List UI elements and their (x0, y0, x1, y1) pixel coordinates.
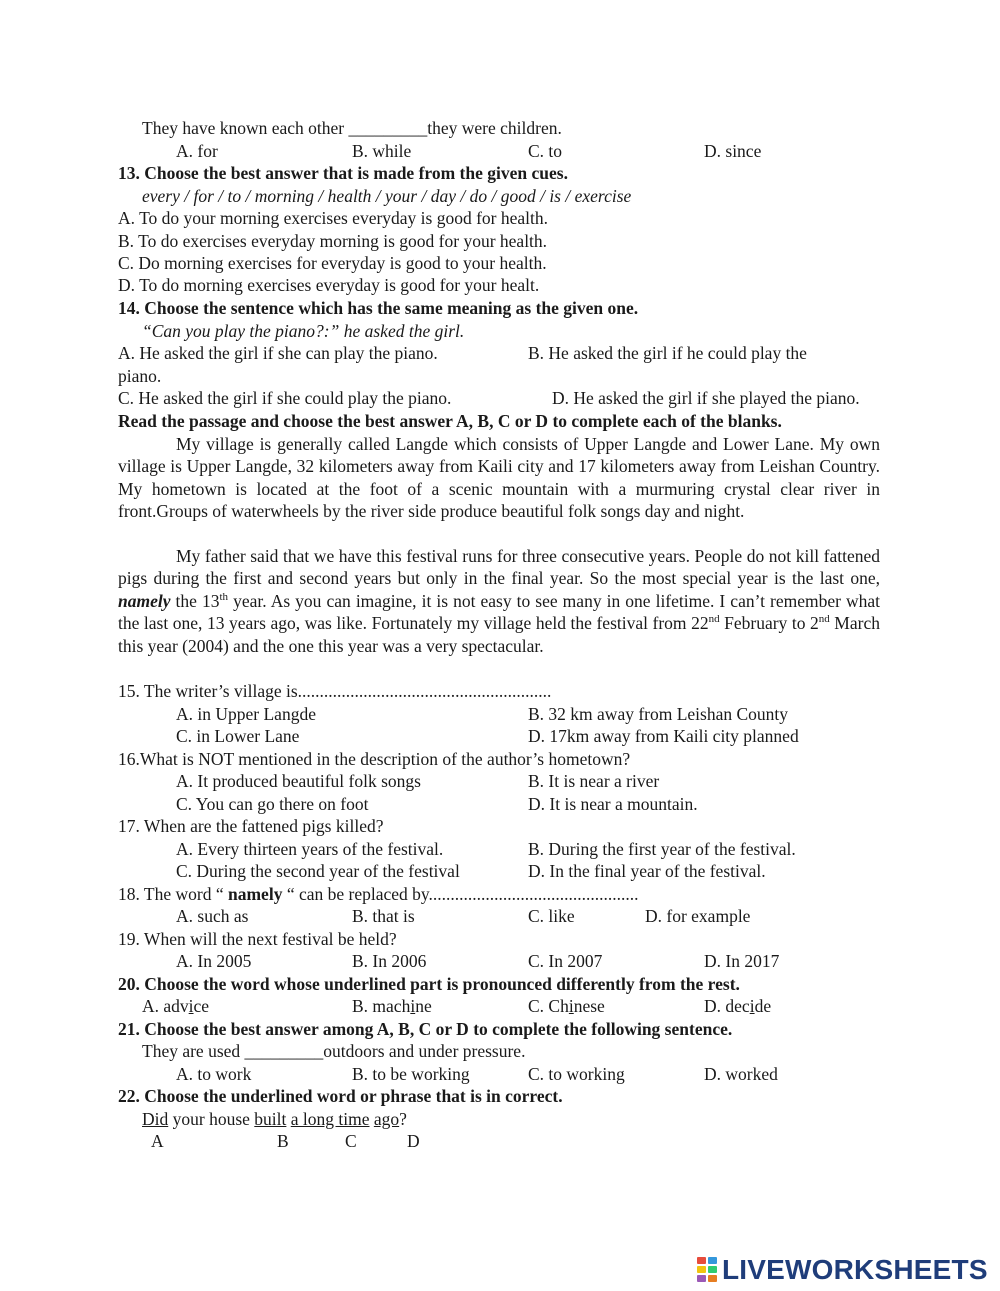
q12-option-c[interactable]: C. to (528, 141, 563, 161)
q20-option-b[interactable]: B. machine (352, 996, 432, 1016)
q18-option-a[interactable]: A. such as (176, 906, 249, 926)
q19-option-b[interactable]: B. In 2006 (352, 951, 427, 971)
q18-option-b[interactable]: B. that is (352, 906, 415, 926)
q20-title: 20. Choose the word whose underlined part is pronounced differently from the rest. (118, 974, 740, 994)
q15-option-a[interactable]: A. in Upper Langde (176, 704, 316, 724)
q18-option-c[interactable]: C. like (528, 906, 575, 926)
q17-option-a[interactable]: A. Every thirteen years of the festival. (176, 839, 444, 859)
q22-option-a-word[interactable]: Did (142, 1109, 169, 1129)
q21-stem: They are used _________outdoors and under pressure. (142, 1041, 526, 1061)
passage-namely: namely (118, 590, 171, 611)
liveworksheets-logo (697, 1255, 988, 1285)
q14-title: 14. Choose the sentence which has the same meaning as the given one. (118, 298, 639, 318)
q12-option-b[interactable]: B. while (352, 141, 412, 161)
q21-option-a[interactable]: A. to work (176, 1064, 252, 1084)
q22-letter-d: D (407, 1131, 420, 1151)
q21-title: 21. Choose the best answer among A, B, C or D to complete the following sentence. (118, 1019, 733, 1039)
logo-text: LIVEWORKSHEETS (722, 1254, 988, 1285)
q16-option-c[interactable]: C. You can go there on foot (176, 794, 369, 814)
q13-option-d[interactable]: D. To do morning exercises everyday is good for your healt. (118, 275, 540, 295)
q19-option-a[interactable]: A. In 2005 (176, 951, 252, 971)
passage-paragraph-2: My father said that we have this festival runs for three consecutive years. People do not kill fattened pigs during the first and second years but only in the final year. So the most special year is the last one, namely the 13th year. As you can imagine, it is not easy to see many in one lifetime. I can’t remember what the last one, 13 years ago, was like. Fortunately my village held the festival from 22nd February to 2nd March this year (2004) and the one this year was a very spectacular. (118, 546, 880, 656)
q22-option-d-word[interactable]: ago (373, 1109, 400, 1129)
q22-letter-b: B (277, 1131, 289, 1151)
q22-letter-c: C (345, 1131, 357, 1151)
q19-option-d[interactable]: D. In 2017 (704, 951, 780, 971)
q19-option-c[interactable]: C. In 2007 (528, 951, 603, 971)
q22-title: 22. Choose the underlined word or phrase that is in correct. (118, 1086, 563, 1106)
q21-blank[interactable]: _________ (244, 1041, 324, 1061)
q22-sentence: Did your house built a long time ago? (142, 1109, 407, 1129)
q17-option-d[interactable]: D. In the final year of the festival. (528, 861, 766, 881)
q16-option-d[interactable]: D. It is near a mountain. (528, 794, 698, 814)
q15-option-c[interactable]: C. in Lower Lane (176, 726, 300, 746)
q12-option-d[interactable]: D. since (704, 141, 762, 161)
q21-option-d[interactable]: D. worked (704, 1064, 778, 1084)
q14-option-b[interactable]: B. He asked the girl if he could play the (528, 343, 807, 363)
q21-option-b[interactable]: B. to be working (352, 1064, 470, 1084)
q17-title: 17. When are the fattened pigs killed? (118, 816, 384, 836)
q22-option-c-word[interactable]: a long time (290, 1109, 370, 1129)
q14-option-a[interactable]: A. He asked the girl if she can play the piano. (118, 343, 438, 363)
q13-option-c[interactable]: C. Do morning exercises for everyday is good to your health. (118, 253, 547, 273)
q16-option-b[interactable]: B. It is near a river (528, 771, 660, 791)
q13-title: 13. Choose the best answer that is made from the given cues. (118, 163, 568, 183)
q16-title: 16.What is NOT mentioned in the description of the author’s hometown? (118, 749, 631, 769)
q14-option-d[interactable]: D. He asked the girl if she played the piano. (552, 388, 860, 408)
q17-option-c[interactable]: C. During the second year of the festival (176, 861, 460, 881)
q15-option-d[interactable]: D. 17km away from Kaili city planned (528, 726, 799, 746)
q14-given: “Can you play the piano?:” he asked the girl. (142, 321, 465, 341)
q14-option-c[interactable]: C. He asked the girl if she could play the piano. (118, 388, 452, 408)
q18-title: 18. The word “ namely “ can be replaced by................................................ (118, 884, 639, 904)
passage-heading: Read the passage and choose the best answer A, B, C or D to complete each of the blanks. (118, 411, 782, 431)
q12-option-a[interactable]: A. for (176, 141, 218, 161)
q18-word: namely (228, 884, 283, 904)
q13-option-a[interactable]: A. To do your morning exercises everyday is good for health. (118, 208, 549, 228)
q22-option-b-word[interactable]: built (254, 1109, 287, 1129)
q14-option-b-wrap: piano. (118, 366, 162, 386)
q20-option-d[interactable]: D. decide (704, 996, 772, 1016)
q20-option-a[interactable]: A. advice (142, 996, 210, 1016)
q20-option-c[interactable]: C. Chinese (528, 996, 605, 1016)
q13-cues: every / for / to / morning / health / your / day / do / good / is / exercise (142, 186, 632, 206)
q22-letter-a: A (151, 1131, 164, 1151)
q17-option-b[interactable]: B. During the first year of the festival. (528, 839, 796, 859)
q16-option-a[interactable]: A. It produced beautiful folk songs (176, 771, 421, 791)
q19-title: 19. When will the next festival be held? (118, 929, 397, 949)
passage-paragraph-1: My village is generally called Langde which consists of Upper Langde and Lower Lane. My own village is Upper Langde, 32 kilometers away from Kaili city and 17 kilometers away from Leishan Country. My hometown is located at the foot of a scenic mountain with a murmuring crystal clear river in front.Groups of waterwheels by the river side produce beautiful folk songs day and night. (118, 434, 880, 522)
q21-option-c[interactable]: C. to working (528, 1064, 625, 1084)
q15-title: 15. The writer’s village is.......................................................... (118, 681, 552, 701)
q18-option-d[interactable]: D. for example (645, 906, 751, 926)
logo-blocks-icon (697, 1257, 719, 1283)
q15-option-b[interactable]: B. 32 km away from Leishan County (528, 704, 789, 724)
q12-blank[interactable]: _________ (348, 118, 428, 138)
q12-stem: They have known each other _________they were children. (142, 118, 562, 138)
q13-option-b[interactable]: B. To do exercises everyday morning is good for your health. (118, 231, 548, 251)
